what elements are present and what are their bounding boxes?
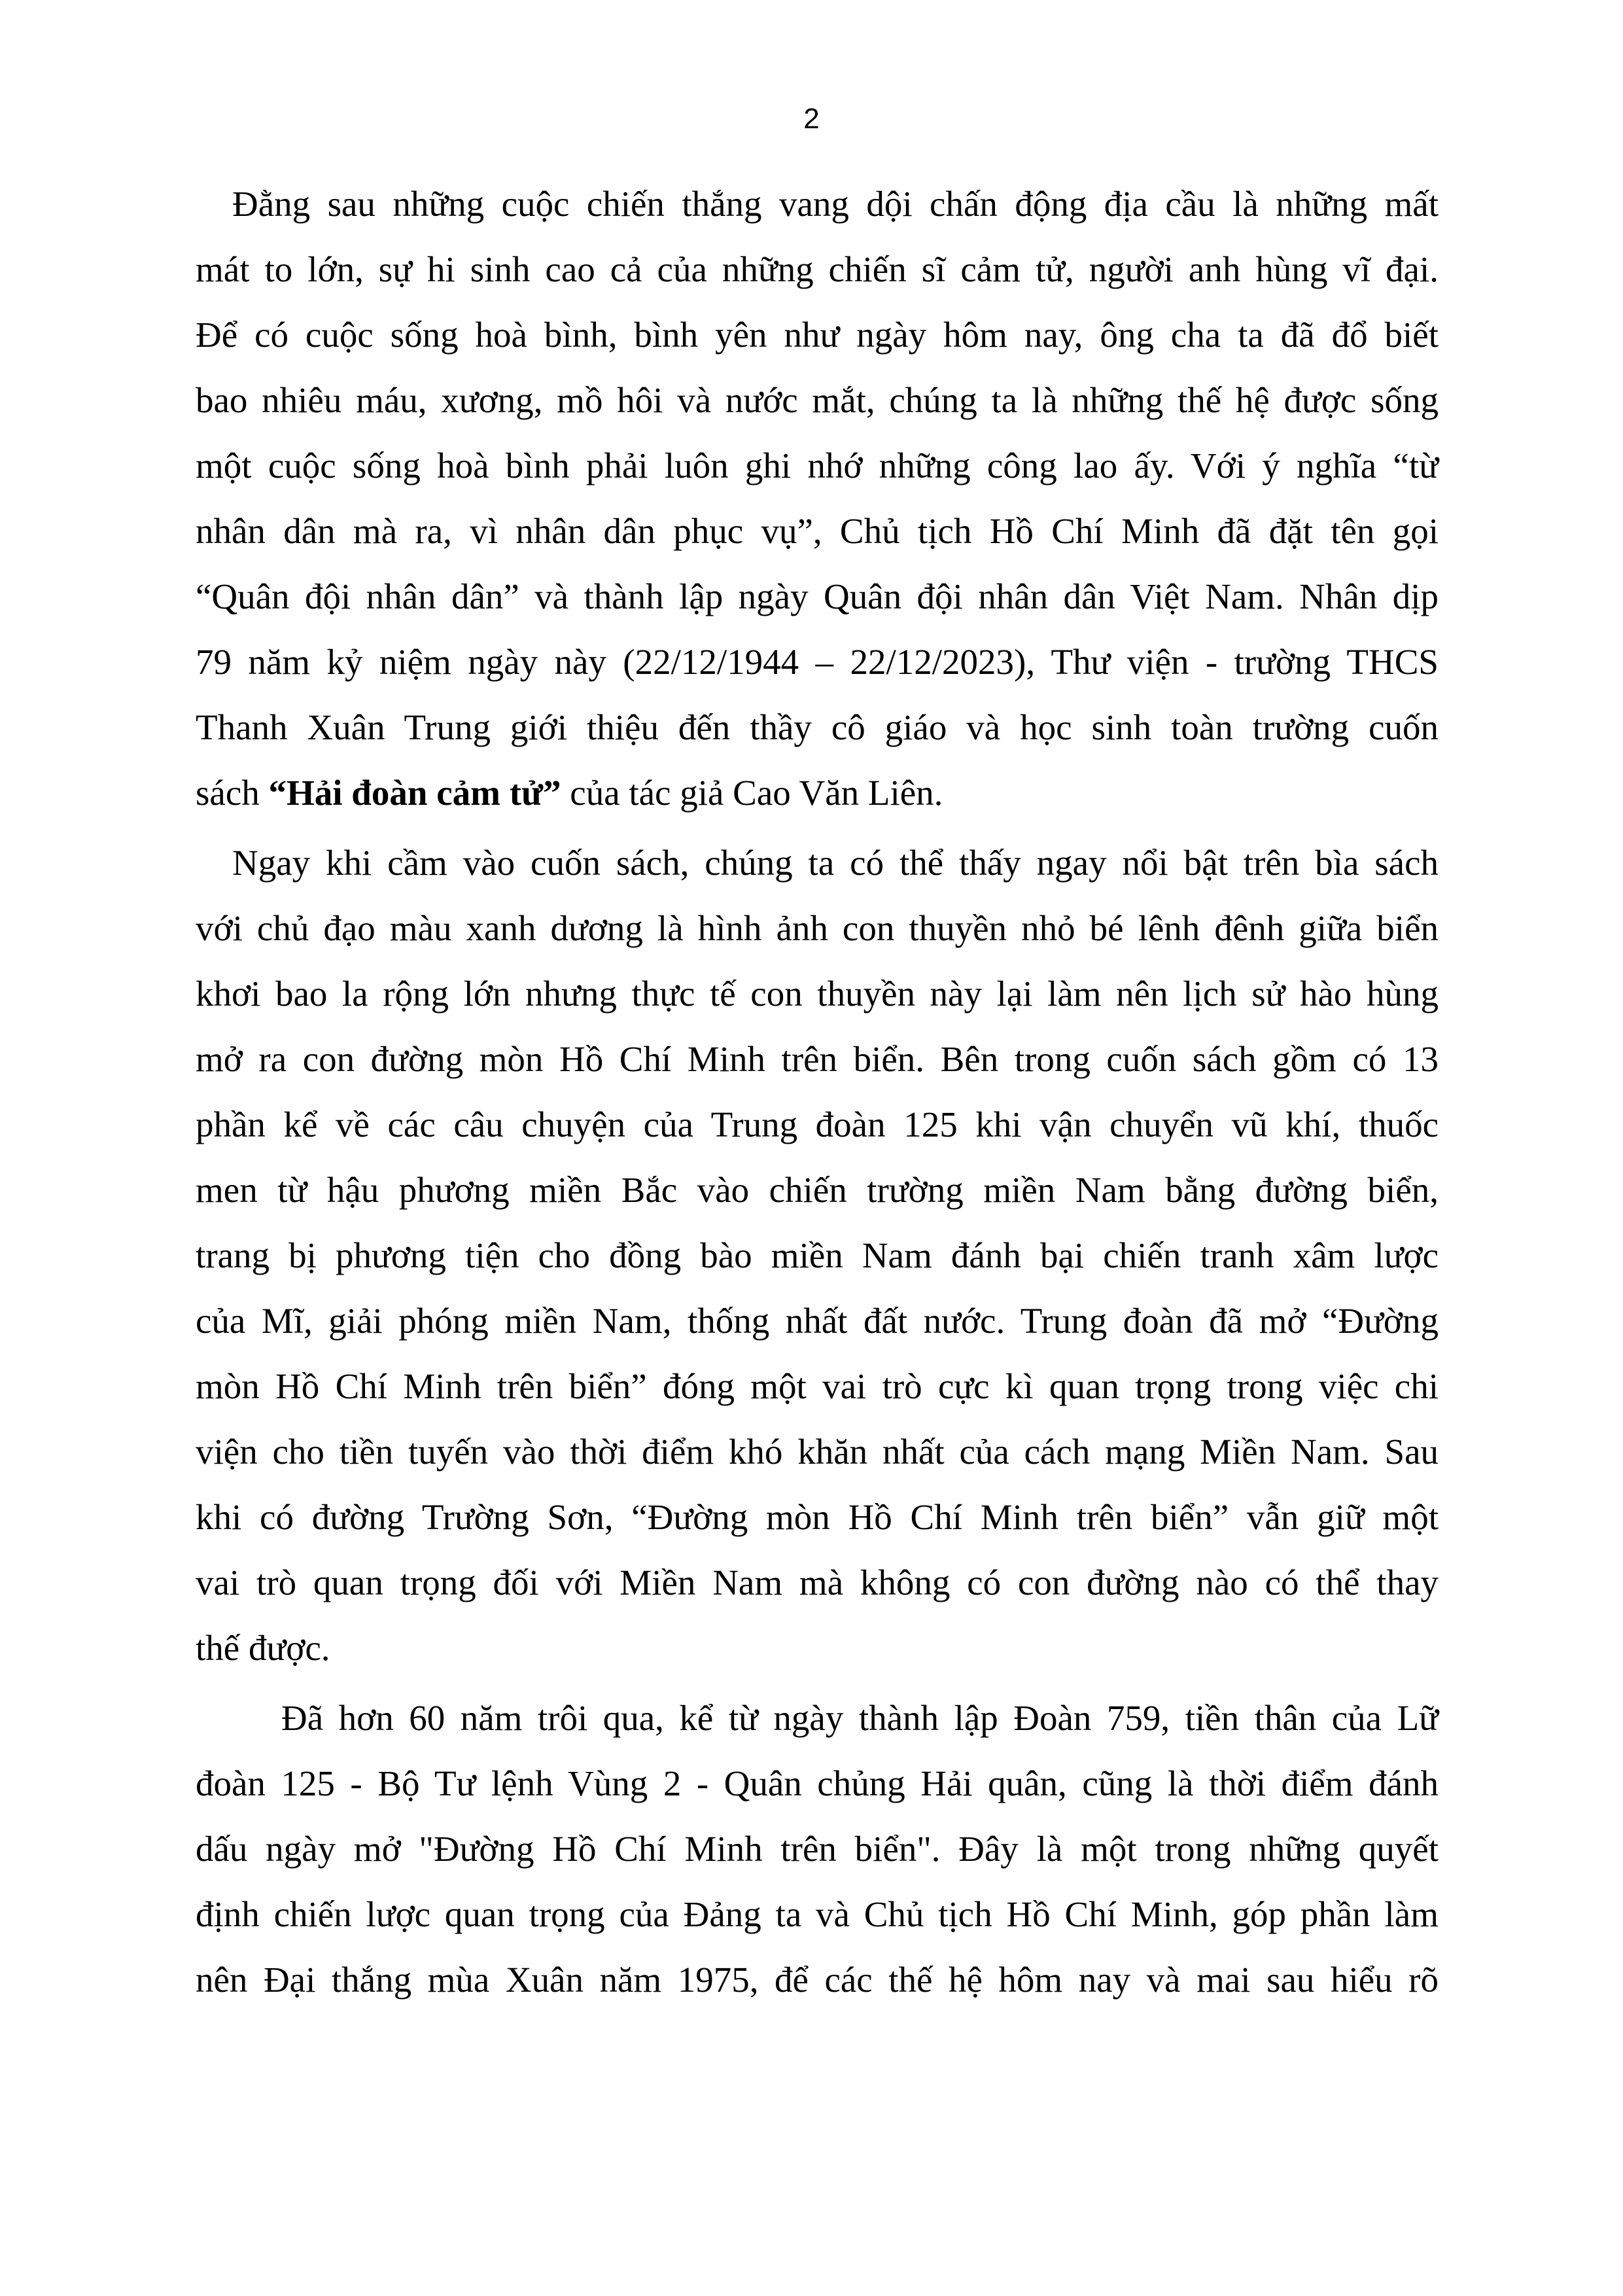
paragraph-3-line: dấu ngày mở "Đường Hồ Chí Minh trên biển". Đây là một trong những quyết (196, 1829, 1439, 1869)
paragraph-1-last-line (196, 760, 1439, 826)
paragraph-2-line: Ngay khi cầm vào cuốn sách, chúng ta có thể thấy ngay nổi bật trên bìa sách (232, 843, 1439, 883)
paragraph-2-line: vai trò quan trọng đối với Miền Nam mà không có con đường nào có thể thay (196, 1563, 1439, 1602)
paragraph-3-line: Đã hơn 60 năm trôi qua, kể từ ngày thành lập Đoàn 759, tiền thân của Lữ (281, 1698, 1439, 1738)
text-run: của tác giả Cao Văn Liên. (561, 773, 943, 813)
paragraph-2-line: mở ra con đường mòn Hồ Chí Minh trên biển. Bên trong cuốn sách gồm có 13 (196, 1039, 1439, 1079)
paragraph-1-line: 79 năm kỷ niệm ngày này (22/12/1944 – 22/12/2023), Thư viện - trường THCS (196, 642, 1439, 682)
paragraph-1-line: Đằng sau những cuộc chiến thắng vang dội chấn động địa cầu là những mất (232, 184, 1439, 224)
paragraph-2-line: khi có đường Trường Sơn, “Đường mòn Hồ Chí Minh trên biển” vẫn giữ một (196, 1497, 1439, 1537)
paragraph-1-line: nhân dân mà ra, vì nhân dân phục vụ”, Chủ tịch Hồ Chí Minh đã đặt tên gọi (196, 511, 1439, 551)
paragraph-2-line: phần kể về các câu chuyện của Trung đoàn 125 khi vận chuyển vũ khí, thuốc (196, 1104, 1439, 1144)
paragraph-2-line: viện cho tiền tuyến vào thời điểm khó khăn nhất của cách mạng Miền Nam. Sau (196, 1432, 1439, 1472)
paragraph-2-line: men từ hậu phương miền Bắc vào chiến trường miền Nam bằng đường biển, (196, 1170, 1439, 1210)
paragraph-3-line: nên Đại thắng mùa Xuân năm 1975, để các thế hệ hôm nay và mai sau hiểu rõ (196, 1960, 1439, 2000)
paragraph-1-line: Thanh Xuân Trung giới thiệu đến thầy cô giáo và học sinh toàn trường cuốn (196, 707, 1439, 747)
paragraph-3-line: định chiến lược quan trọng của Đảng ta và Chủ tịch Hồ Chí Minh, góp phần làm (196, 1894, 1439, 1934)
paragraph-2-line: trang bị phương tiện cho đồng bào miền Nam đánh bại chiến tranh xâm lược (196, 1235, 1439, 1275)
paragraph-2-line: thế được. (196, 1628, 330, 1668)
page-number: 2 (803, 103, 820, 135)
paragraph-1-line: một cuộc sống hoà bình phải luôn ghi nhớ những công lao ấy. Với ý nghĩa “từ (196, 446, 1439, 486)
paragraph-2-line: với chủ đạo màu xanh dương là hình ảnh con thuyền nhỏ bé lênh đênh giữa biển (196, 908, 1439, 948)
paragraph-3-line: đoàn 125 - Bộ Tư lệnh Vùng 2 - Quân chủng Hải quân, cũng là thời điểm đánh (196, 1763, 1439, 1803)
book-title: “Hải đoàn cảm tử” (268, 773, 561, 813)
paragraph-2-line: khơi bao la rộng lớn nhưng thực tế con thuyền này lại làm nên lịch sử hào hùng (196, 974, 1439, 1014)
text-run: sách (196, 773, 269, 813)
paragraph-1-line: “Quân đội nhân dân” và thành lập ngày Quân đội nhân dân Việt Nam. Nhân dịp (196, 576, 1439, 616)
paragraph-1-line: Để có cuộc sống hoà bình, bình yên như ngày hôm nay, ông cha ta đã đổ biết (196, 315, 1439, 355)
paragraph-1-line: mát to lớn, sự hi sinh cao cả của những chiến sĩ cảm tử, người anh hùng vĩ đại. (196, 249, 1439, 289)
paragraph-2-line: của Mĩ, giải phóng miền Nam, thống nhất đất nước. Trung đoàn đã mở “Đường (196, 1301, 1439, 1341)
paragraph-1-line: bao nhiêu máu, xương, mồ hôi và nước mắt, chúng ta là những thế hệ được sống (196, 380, 1439, 420)
paragraph-2-line: mòn Hồ Chí Minh trên biển” đóng một vai trò cực kì quan trọng trong việc chi (196, 1366, 1439, 1406)
